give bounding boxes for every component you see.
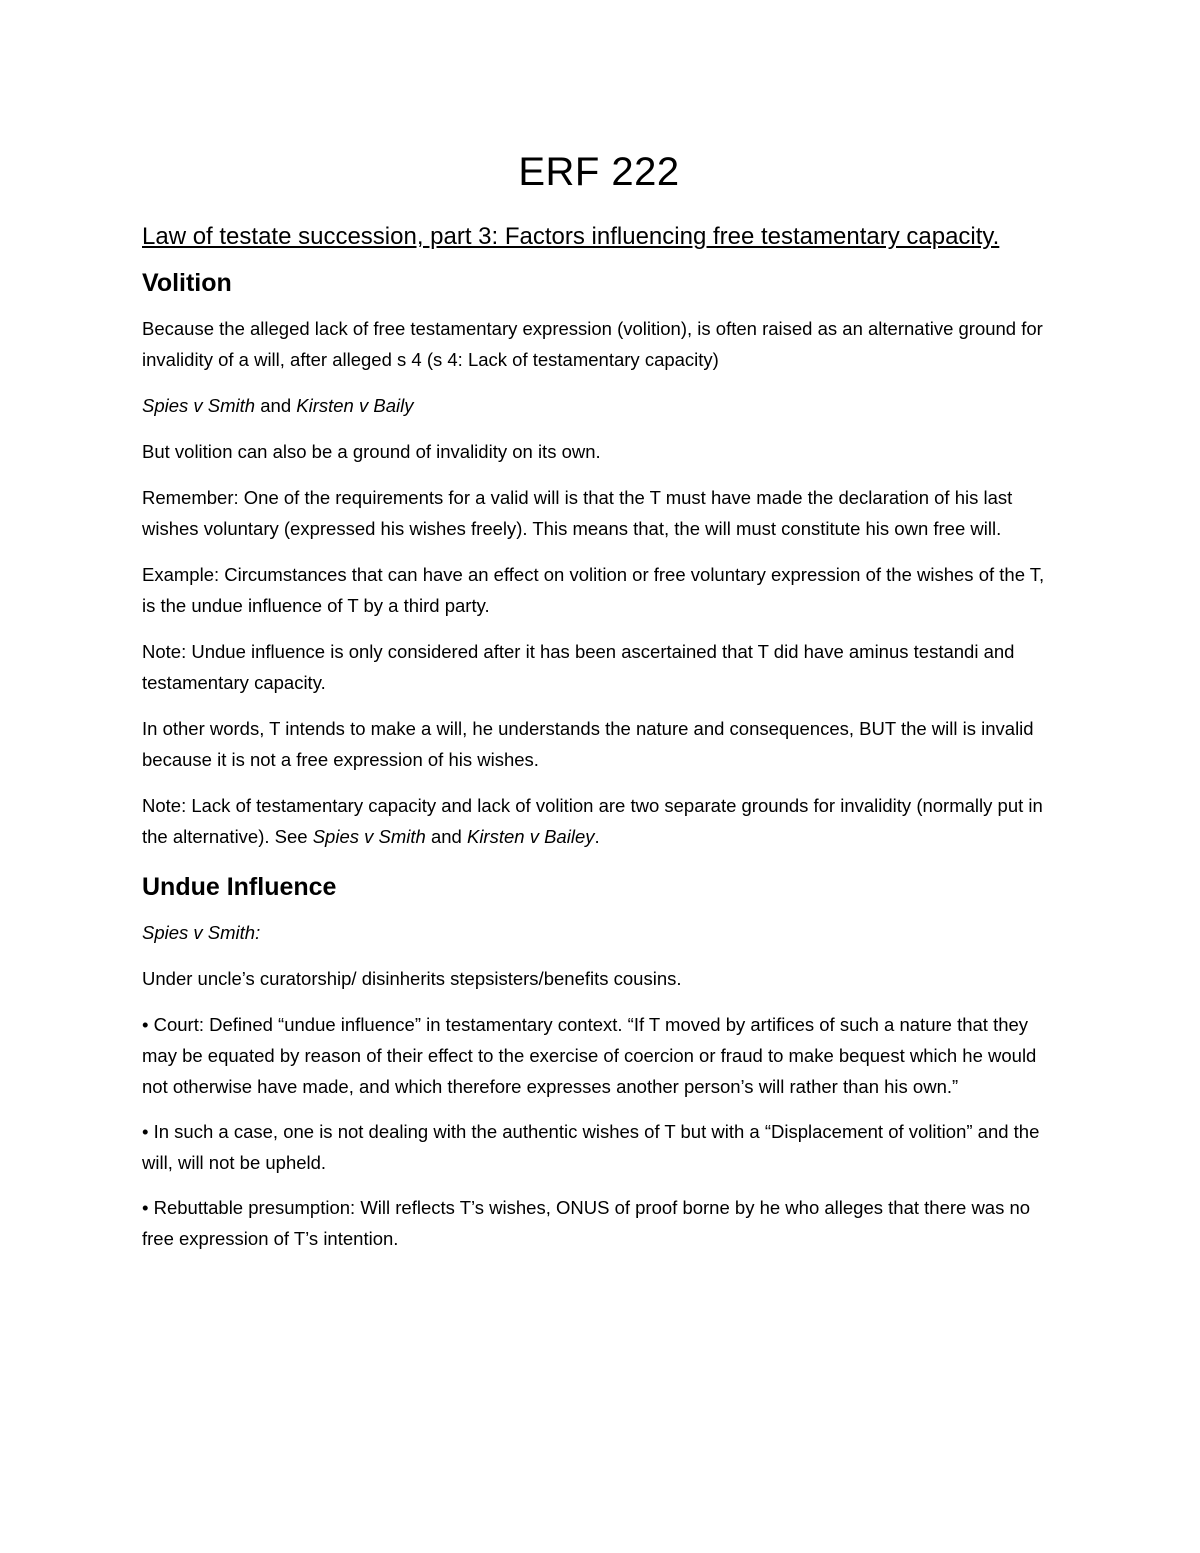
- paragraph-end: .: [594, 826, 600, 847]
- case-citation: Spies v Smith: [312, 826, 426, 847]
- paragraph-text: Note: Lack of testamentary capacity and lack of volition are two separate grounds for invalidity (normally put in the alternative). See: [142, 795, 1043, 847]
- document-title: ERF 222: [518, 150, 680, 194]
- volition-heading: Volition: [142, 269, 232, 297]
- undue-influence-section: [142, 867, 1056, 1254]
- volition-paragraph-4: Remember: One of the requirements for a valid will is that the T must have made the declaration of his last wishes voluntary (expressed his wishes freely). This means that, the will must constitute his own free will.: [142, 487, 1013, 539]
- case-citation: Spies v Smith: [142, 395, 256, 416]
- undue-influence-heading: Undue Influence: [142, 873, 337, 901]
- conjunction: and: [425, 826, 467, 847]
- undue-influence-paragraph-1: Under uncle’s curatorship/ disinherits stepsisters/benefits cousins.: [142, 968, 682, 989]
- bullet-point: • In such a case, one is not dealing with the authentic wishes of T but with a “Displacement of volition” and the will, will not be upheld.: [142, 1121, 1040, 1173]
- conjunction: and: [255, 395, 297, 416]
- document-subtitle: Law of testate succession, part 3: Factors influencing free testamentary capacity.: [142, 223, 1000, 250]
- volition-paragraph-8: [142, 790, 1056, 852]
- undue-influence-case: [142, 917, 1056, 948]
- bullet-point: • Rebuttable presumption: Will reflects T’s wishes, ONUS of proof borne by he who alleges that there was no free expression of T’s intention.: [142, 1197, 1031, 1249]
- case-citation: Spies v Smith:: [142, 922, 261, 943]
- case-citation: Kirsten v Baily: [296, 395, 414, 416]
- case-citation: Kirsten v Bailey: [466, 826, 595, 847]
- volition-section: [142, 263, 1056, 852]
- volition-paragraph-3: But volition can also be a ground of invalidity on its own.: [142, 441, 601, 462]
- bullet-point: • Court: Defined “undue influence” in testamentary context. “If T moved by artifices of such a nature that they may be equated by reason of their effect to the exercise of coercion or fraud to make bequest which he would not otherwise have made, and which therefore expresses another person’s will rather than his own.”: [142, 1014, 1037, 1097]
- volition-cases-line: [142, 390, 1056, 421]
- volition-paragraph-1: Because the alleged lack of free testamentary expression (volition), is often raised as an alternative ground for invalidity of a will, after alleged s 4 (s 4: Lack of testamentary capacity): [142, 318, 1043, 370]
- volition-paragraph-5: Example: Circumstances that can have an effect on volition or free voluntary expression of the wishes of the T, is the undue influence of T by a third party.: [142, 564, 1045, 616]
- volition-paragraph-6: Note: Undue influence is only considered after it has been ascertained that T did have aminus testandi and testamentary capacity.: [142, 641, 1015, 693]
- volition-paragraph-7: In other words, T intends to make a will, he understands the nature and consequences, BUT the will is invalid because it is not a free expression of his wishes.: [142, 718, 1034, 770]
